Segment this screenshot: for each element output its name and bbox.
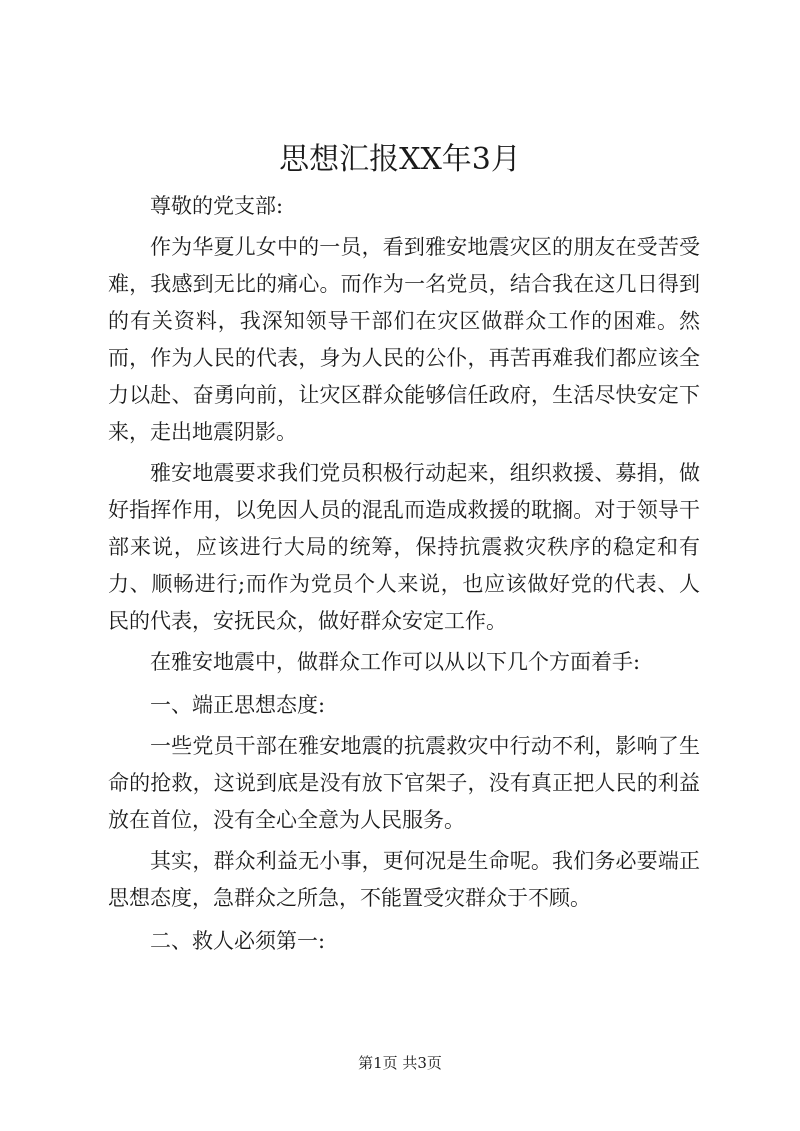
paragraph: 其实，群众利益无小事，更何况是生命呢。我们务必要端正思想态度，急群众之所急，不能置受灾群众于不顾。 — [108, 849, 700, 910]
document-title: 思想汇报XX年3月 — [279, 142, 521, 177]
paragraph: 雅安地震要求我们党员积极行动起来，组织救援、募捐，做好指挥作用，以免因人员的混乱而造成救援的耽搁。对于领导干部来说，应该进行大局的统筹，保持抗震救灾秩序的稳定和有力、顺畅进行;而作为党员个人来说，也应该做好党的代表、人民的代表，安抚民众，做好群众安定工作。 — [108, 461, 700, 633]
paragraph: 在雅安地震中，做群众工作可以从以下几个方面着手: — [150, 650, 641, 674]
paragraph: 一些党员干部在雅安地震的抗震救灾中行动不利，影响了生命的抢救，这说到底是没有放下官架子，没有真正把人民的利益放在首位，没有全心全意为人民服务。 — [108, 734, 700, 832]
document-body — [108, 188, 700, 960]
paragraph: 作为华夏儿女中的一员，看到雅安地震灾区的朋友在受苦受难，我感到无比的痛心。而作为一名党员，结合我在这几日得到的有关资料，我深知领导干部们在灾区做群众工作的困难。然而，作为人民的代表，身为人民的公仆，再苦再难我们都应该全力以赴、奋勇向前，让灾区群众能够信任政府，生活尽快安定下来，走出地震阴影。 — [108, 235, 700, 444]
section-heading: 一、端正思想态度: — [150, 693, 326, 717]
page-number-footer: 第1页 共3页 — [358, 1054, 442, 1072]
salutation: 尊敬的党支部: — [150, 194, 284, 218]
section-heading: 二、救人必须第一: — [150, 929, 326, 953]
